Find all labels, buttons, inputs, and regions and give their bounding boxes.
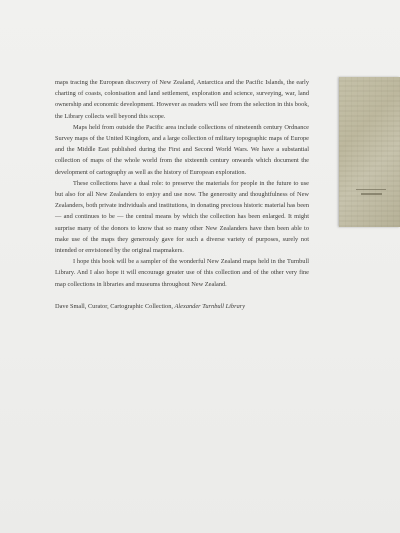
- signature-name: Dave Small, Curator, Cartographic Collection,: [55, 302, 175, 310]
- paragraph-1: maps tracing the European discovery of New Zealand, Antarctica and the Pacific Islands, the early charting of coasts, colonisation and land settlement, exploration and science, surveying, war, land ownership and economic development. However as readers will see from the selection in this book, the Library collects well beyond this scope.: [55, 79, 309, 120]
- map-caption-marks: [356, 189, 386, 198]
- signature-line: [55, 301, 309, 312]
- paragraph-4: I hope this book will be a sampler of the wonderful New Zealand maps held in the Turnbull Library. And I also hope it will encourage greater use of this collection and of the other very fine map collections in libraries and museums throughout New Zealand.: [55, 258, 309, 288]
- map-image-edge: [339, 77, 400, 227]
- paragraph-2: Maps held from outside the Pacific area include collections of nineteenth century Ordnance Survey maps of the United Kingdom, and a large collection of military topographic maps of Europe and the Middle East published during the First and Second World Wars. We have a substantial collection of maps of the whole world from the sixteenth century onwards which document the development of cartography as well as the history of European exploration.: [55, 123, 309, 176]
- paragraph-3: These collections have a dual role: to preserve the materials for people in the future to use but also for all New Zealanders to enjoy and use now. The generosity and thoughtfulness of New Zealanders, both private individuals and institutions, in donating precious historic material has been — and continues to be — the central means by which the collection has been enlarged. It might surprise many of the donors to know that so many other New Zealanders have then been able to make use of the maps they generously gave for such a diverse variety of purposes, surely not intended or envisioned by the original mapmakers.: [55, 179, 309, 255]
- body-text: [55, 77, 309, 312]
- signature-institution: Alexander Turnbull Library: [174, 302, 246, 310]
